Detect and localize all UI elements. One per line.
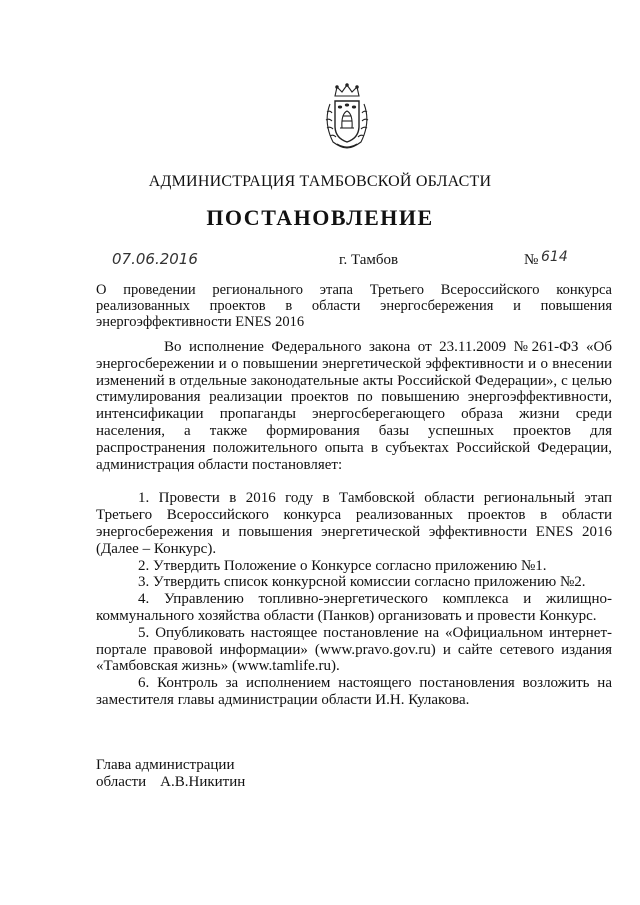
signatory-position-line1: Глава администрации — [96, 757, 235, 773]
document-number-label: № — [524, 252, 539, 268]
document-type-heading: ПОСТАНОВЛЕНИЕ — [206, 205, 434, 230]
organization-title: АДМИНИСТРАЦИЯ ТАМБОВСКОЙ ОБЛАСТИ — [148, 173, 492, 190]
document-subject: О проведении регионального этапа Третьего Всероссийского конкурса реализованных проектов в области энергосбережения и повышения энергоэффективности ENES 2016 — [96, 282, 612, 330]
coat-of-arms-icon — [321, 82, 373, 150]
document-number: 614 — [541, 249, 568, 265]
resolution-item-4: 4. Управлению топливно-энергетического комплекса и жилищно-коммунального хозяйства области (Панков) организовать и провести Конкурс. — [96, 591, 612, 624]
resolution-item-5: 5. Опубликовать настоящее постановление на «Официальном интернет-портале правовой информации» (www.pravo.gov.ru) и сайте сетевого издания «Тамбовская жизнь» (www.tamlife.ru). — [96, 624, 612, 675]
signature-block — [96, 757, 245, 791]
signatory-name: А.В.Никитин — [160, 774, 246, 790]
signatory-position-line2: области — [96, 774, 147, 790]
resolution-item-1: 1. Провести в 2016 году в Тамбовской области региональный этап Третьего Всероссийского конкурса реализованных проектов в области энергосбережения и повышения энергетической эффективности ENES 2016 (Далее – Конкурс). — [96, 490, 612, 557]
resolution-item-3: 3. Утвердить список конкурсной комиссии согласно приложению №2. — [138, 574, 586, 591]
preamble-paragraph: Во исполнение Федерального закона от 23.11.2009 №261-ФЗ «Об энергосбережении и о повышении энергетической эффективности и о внесении изменений в отдельные законодательные акты Российской Федерации», с целью стимулирования реализации проектов по повышению энергоэффективности, интенсификации пропаганды энергосберегающего образа жизни среди населения, а также формирования базы успешных проектов для распространения положительного опыта в субъектах Российской Федерации, администрация области постановляет: — [96, 339, 612, 473]
resolution-item-6: 6. Контроль за исполнением настоящего постановления возложить на заместителя главы администрации области И.Н. Кулакова. — [96, 675, 612, 708]
resolution-item-2: 2. Утвердить Положение о Конкурсе согласно приложению №1. — [138, 557, 547, 574]
document-date: 07.06.2016 — [112, 250, 198, 268]
document-body — [96, 339, 612, 709]
document-city: г. Тамбов — [339, 252, 399, 268]
